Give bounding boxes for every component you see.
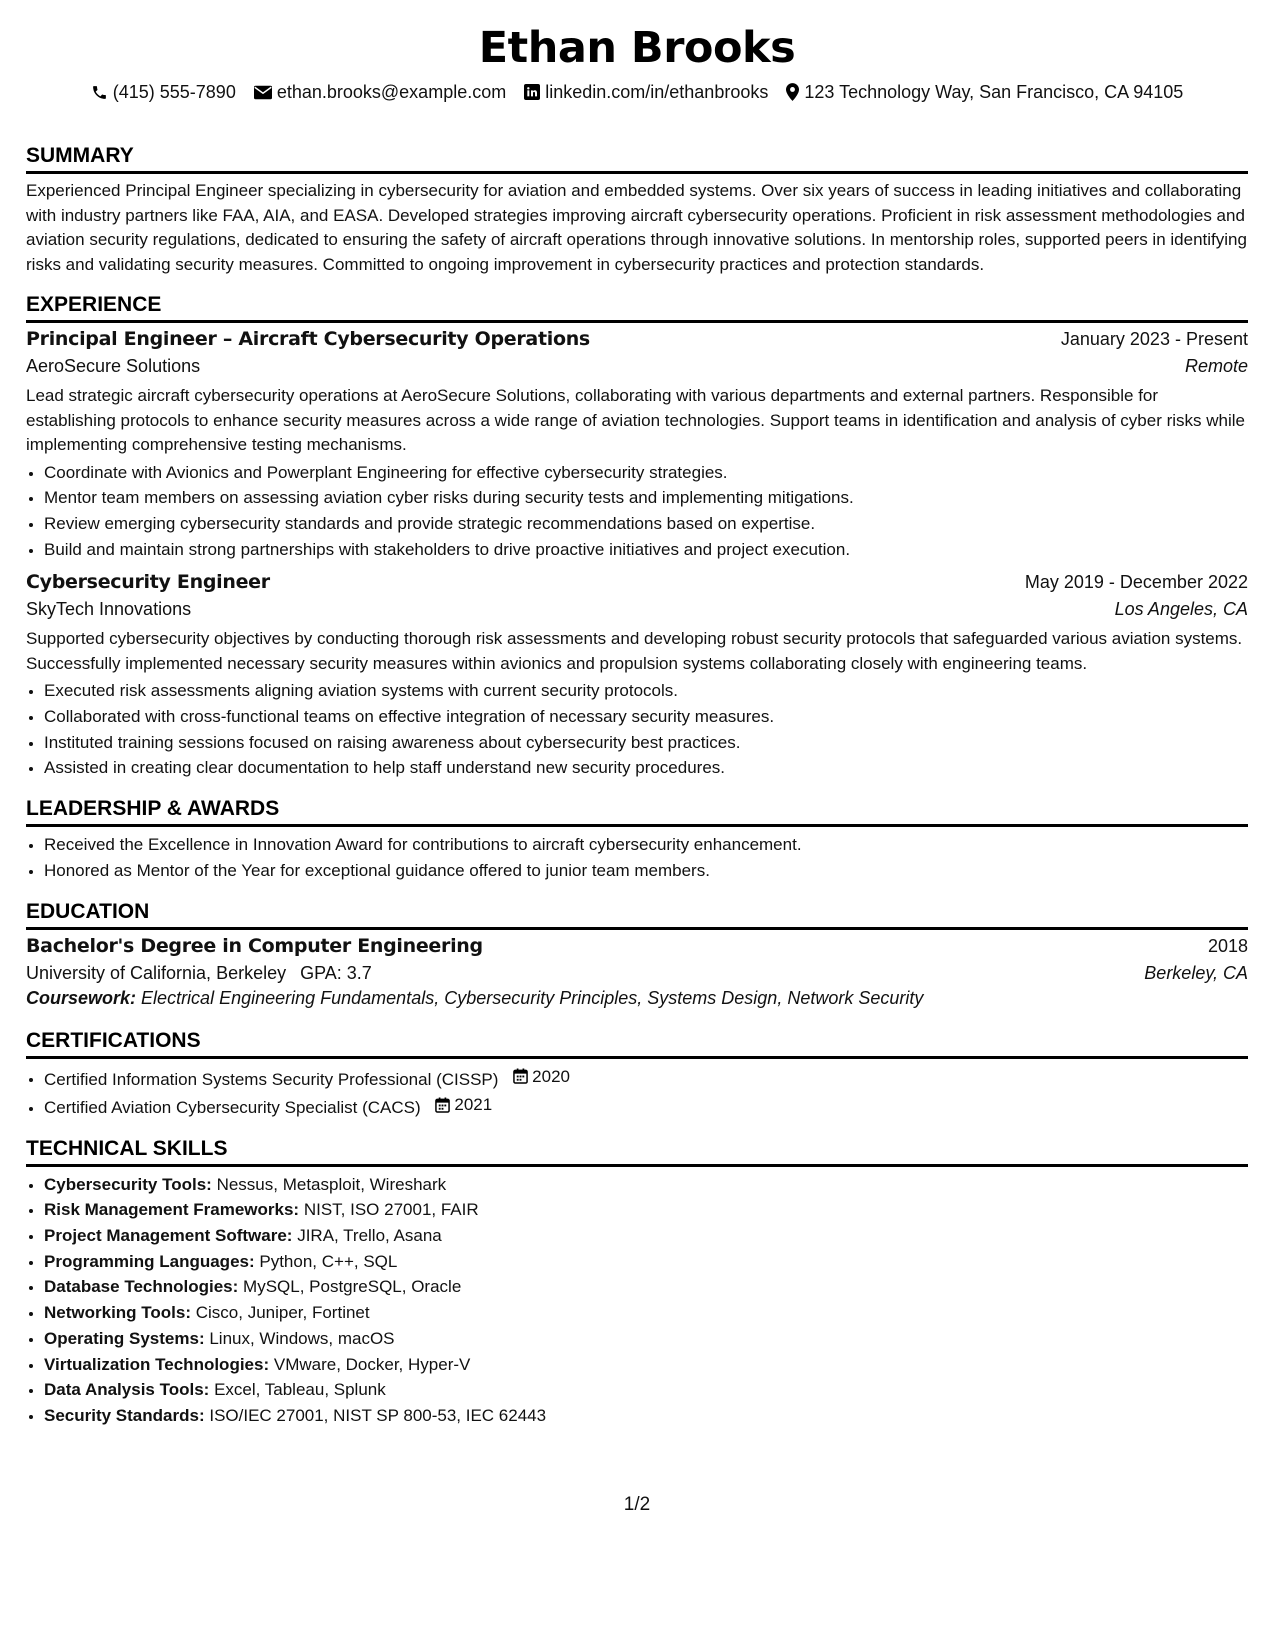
list-item: • Instituted training sessions focused on raising awareness about cybersecurity best practices. xyxy=(44,730,1248,756)
gpa: GPA: 3.7 xyxy=(300,962,372,983)
certifications-heading: CERTIFICATIONS xyxy=(26,1027,1248,1059)
cert-year: 2021 xyxy=(454,1095,493,1115)
education-heading: EDUCATION xyxy=(26,898,1248,930)
skill-values: Excel, Tableau, Splunk xyxy=(214,1380,386,1400)
skill-values: Cisco, Juniper, Fortinet xyxy=(195,1303,370,1323)
list-item: • Assisted in creating clear documentation to help staff understand new security procedures. xyxy=(44,755,1248,781)
list-item xyxy=(44,1300,1248,1326)
list-item xyxy=(44,1377,1248,1403)
skills-heading: TECHNICAL SKILLS xyxy=(26,1135,1248,1167)
candidate-name: Ethan Brooks xyxy=(478,23,796,73)
address-text: 123 Technology Way, San Francisco, CA 94105 xyxy=(804,82,1184,102)
linkedin-text: linkedin.com/in/ethanbrooks xyxy=(545,82,769,102)
phone-text: (415) 555-7890 xyxy=(112,82,236,102)
resume-page xyxy=(26,0,1248,1650)
cert-name: Certified Information Systems Security Professional (CISSP) xyxy=(44,1069,499,1089)
degree-title: Bachelor's Degree in Computer Engineering xyxy=(26,934,483,957)
list-item: • Mentor team members on assessing aviation cyber risks during security tests and implementing mitigations. xyxy=(44,485,1248,511)
skills-section xyxy=(26,1135,1248,1429)
coursework-label: Coursework: xyxy=(26,987,137,1008)
job-bullets xyxy=(26,678,1248,781)
list-item: • Honored as Mentor of the Year for exceptional guidance offered to junior team members. xyxy=(44,858,1248,884)
skill-category: Security Standards: xyxy=(44,1405,205,1425)
contact-email[interactable] xyxy=(254,80,506,104)
list-item xyxy=(44,1249,1248,1275)
job-entry xyxy=(26,328,1248,562)
certifications-list xyxy=(26,1064,1248,1121)
summary-text: Experienced Principal Engineer specializing in cybersecurity for aviation and embedded systems. Over six years of success in leading initiatives and collaborating with industry partners like FAA, AIA, and EASA. Developed strategies improving aircraft cybersecurity operations. Proficient in risk assessment methodologies and aviation security regulations, dedicated to ensuring the safety of aircraft operations through innovative solutions. In mentorship roles, supported peers in identifying risks and validating security measures. Committed to ongoing improvement in cybersecurity practices and protection standards. xyxy=(26,181,1247,274)
skill-values: Nessus, Metasploit, Wireshark xyxy=(216,1174,447,1194)
job-location: Los Angeles, CA xyxy=(1114,599,1248,620)
list-item xyxy=(44,1092,1248,1121)
company-name: AeroSecure Solutions xyxy=(26,356,201,376)
skill-category: Programming Languages: xyxy=(44,1251,255,1271)
contact-address xyxy=(786,80,1183,104)
list-item xyxy=(44,1172,1248,1198)
list-item xyxy=(44,1352,1248,1378)
linkedin-icon xyxy=(524,84,540,100)
list-item: • Build and maintain strong partnerships with stakeholders to drive proactive initiatives and project execution. xyxy=(44,537,1248,563)
list-item: • Review emerging cybersecurity standards and provide strategic recommendations based on expertise. xyxy=(44,511,1248,537)
job-location: Remote xyxy=(1184,356,1248,376)
skill-values: NIST, ISO 27001, FAIR xyxy=(303,1200,479,1220)
skill-values: JIRA, Trello, Asana xyxy=(297,1226,442,1246)
leadership-list xyxy=(26,832,1248,883)
list-item xyxy=(44,1403,1248,1429)
contact-linkedin[interactable] xyxy=(524,80,768,104)
summary-section xyxy=(26,142,1248,277)
skill-values: Python, C++, SQL xyxy=(259,1251,398,1271)
list-item xyxy=(44,1326,1248,1352)
leadership-heading: LEADERSHIP & AWARDS xyxy=(26,795,1248,827)
list-item: • Received the Excellence in Innovation Award for contributions to aircraft cybersecurity enhancement. xyxy=(44,832,1248,858)
coursework xyxy=(26,988,1248,1009)
skill-category: Virtualization Technologies: xyxy=(44,1354,270,1374)
job-dates: January 2023 - Present xyxy=(1060,329,1248,349)
skill-category: Networking Tools: xyxy=(44,1303,192,1323)
experience-section xyxy=(26,291,1248,781)
contact-phone[interactable] xyxy=(91,80,236,104)
school-location: Berkeley, CA xyxy=(1144,962,1248,983)
list-item xyxy=(44,1274,1248,1300)
list-item xyxy=(44,1064,1248,1093)
skill-values: ISO/IEC 27001, NIST SP 800-53, IEC 62443 xyxy=(209,1405,547,1425)
contact-bar xyxy=(26,80,1248,104)
school-name: University of California, Berkeley xyxy=(26,962,287,983)
page-number: 1/2 xyxy=(623,1494,651,1515)
envelope-icon xyxy=(254,85,272,100)
list-item: • Collaborated with cross-functional teams on effective integration of necessary security measures. xyxy=(44,704,1248,730)
cert-year: 2020 xyxy=(532,1066,570,1086)
skill-category: Cybersecurity Tools: xyxy=(44,1174,212,1194)
calendar-icon xyxy=(435,1097,450,1113)
email-text: ethan.brooks@example.com xyxy=(276,82,507,102)
experience-heading: EXPERIENCE xyxy=(26,291,1248,323)
list-item: • Executed risk assessments aligning aviation systems with current security protocols. xyxy=(44,678,1248,704)
skill-category: Data Analysis Tools: xyxy=(44,1380,210,1400)
graduation-year: 2018 xyxy=(1207,935,1248,956)
skill-values: Linux, Windows, macOS xyxy=(209,1328,395,1348)
education-section xyxy=(26,898,1248,1009)
cert-name: Certified Aviation Cybersecurity Specialist (CACS) xyxy=(44,1097,421,1117)
job-entry xyxy=(26,571,1248,781)
skill-category: Project Management Software: xyxy=(44,1226,293,1246)
skill-category: Operating Systems: xyxy=(44,1328,205,1348)
list-item: • Coordinate with Avionics and Powerplant Engineering for effective cybersecurity strategies. xyxy=(44,460,1248,486)
skill-category: Database Technologies: xyxy=(44,1277,239,1297)
skill-category: Risk Management Frameworks: xyxy=(44,1200,300,1220)
skills-list xyxy=(26,1172,1248,1429)
list-item xyxy=(44,1223,1248,1249)
summary-heading: SUMMARY xyxy=(26,142,1248,174)
map-pin-icon xyxy=(786,83,799,101)
job-title: Principal Engineer – Aircraft Cybersecurity Operations xyxy=(26,328,590,350)
skill-values: VMware, Docker, Hyper-V xyxy=(273,1354,471,1374)
job-dates: May 2019 - December 2022 xyxy=(1024,572,1248,593)
job-title: Cybersecurity Engineer xyxy=(26,571,270,594)
certifications-section xyxy=(26,1027,1248,1121)
company-name: SkyTech Innovations xyxy=(26,599,192,620)
job-description: Supported cybersecurity objectives by conducting thorough risk assessments and developing robust security protocols that safeguarded various aviation systems. Successfully implemented necessary security measures within avionics and propulsion systems collaborating closely with engineering teams. xyxy=(26,629,1243,673)
job-bullets xyxy=(26,460,1248,563)
phone-icon xyxy=(91,84,108,101)
list-item xyxy=(44,1197,1248,1223)
skill-values: MySQL, PostgreSQL, Oracle xyxy=(243,1277,462,1297)
calendar-icon xyxy=(513,1068,528,1084)
leadership-section xyxy=(26,795,1248,883)
coursework-list: Electrical Engineering Fundamentals, Cybersecurity Principles, Systems Design, Network Security xyxy=(141,987,924,1008)
job-description: Lead strategic aircraft cybersecurity operations at AeroSecure Solutions, collaborating with various departments and external partners. Responsible for establishing protocols to enhance security measures across a wide range of aviation technologies. Support teams in identification and analysis of cyber risks while implementing comprehensive testing mechanisms. xyxy=(26,386,1245,454)
